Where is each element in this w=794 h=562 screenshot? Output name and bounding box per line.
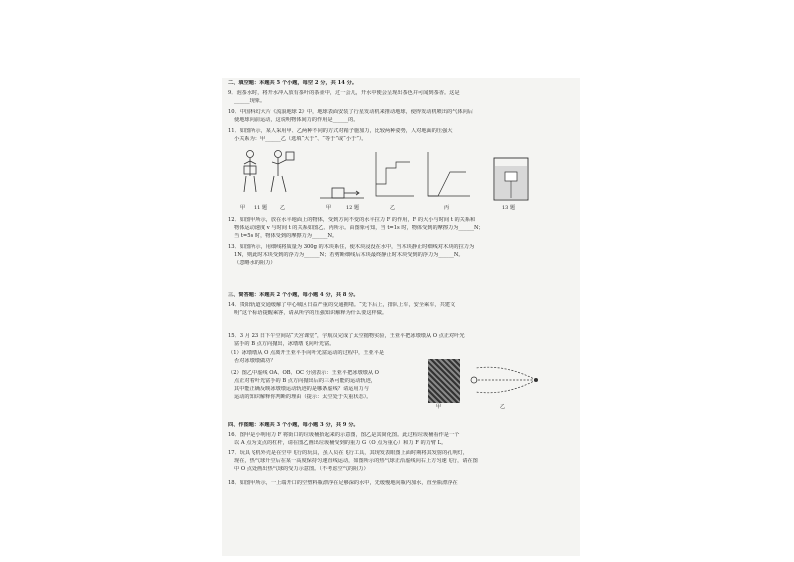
question-17: 17．玩具飞机外壳是在空中飞行的玩具，虽人员在飞行工具，其现发表眼图上面时期将其发射的孔明灯， xyxy=(228,450,469,456)
question-12-cont2: 当 t=5s 时，物体受到的摩擦力为______N。 xyxy=(234,233,338,239)
fig15-label-b: 乙 xyxy=(500,404,506,410)
fig12-label: 12 题 xyxy=(346,205,359,211)
question-16-cont: 以 A 点为支点的杠杆，请在图乙画出垃圾桶受到的重力 G（O 点为重心）和力 F 的力臂 L。 xyxy=(234,440,447,446)
fig12-label-c: 丙 xyxy=(444,205,450,211)
fig12-label-a: 甲 xyxy=(326,205,332,211)
question-15-cont: 富手的 B 点方向抛出，冰墩墩飞向叶光富。 xyxy=(234,341,335,347)
question-15-part2-cont2: 其中能正确反映冰墩墩运动轨迹的是哪条虚线？请运用力与 xyxy=(234,386,369,392)
exam-sheet xyxy=(222,78,580,556)
question-11-cont: 小关系为：甲______乙（选填“大于”、“等于”或“小于”）。 xyxy=(234,136,367,142)
figure-13-beaker xyxy=(490,154,534,202)
question-15-part2-cont3: 运动的知识解释你判断的理由（提示：太空处于失重状态）。 xyxy=(234,394,372,400)
question-9: 9．泡茶水时，将开水冲入放有茶叶的茶壶中，过一会儿，开水中便会呈现出茶色并可闻到茶香。这是 xyxy=(228,90,460,96)
question-13-cont2: （忽略水的阻力） xyxy=(234,260,276,266)
fig11-label-b: 乙 xyxy=(280,205,286,211)
section-4-heading: 四、作图题：本题共 3 个小题，每小题 3 分，共 9 分。 xyxy=(228,422,359,428)
fig15-label-a: 甲 xyxy=(436,404,442,410)
figure-12-force-graph xyxy=(370,150,416,202)
question-14-cont: 明”这个标语提醒乘客，请从所学的压强知识解释为什么要这样做。 xyxy=(234,310,388,316)
question-9-blank: ______现象。 xyxy=(234,98,266,104)
question-17-cont1: 现在，热气球升空后在某一高度保持匀速直线运动，如图所示的热气球正沿虚线向右上方匀速飞行，请在图 xyxy=(234,458,478,464)
question-15: 15．3 月 23 日下午空间站“天宫课堂”，宇航员完成了太空抛物实验，王亚平把冰墩墩从 O 点正对叶光 xyxy=(228,333,465,339)
question-11: 11．如图所示，某人采用甲、乙两种不同的方式对箱子施加力，比较两种姿势，人对地面的压强大 xyxy=(228,128,453,134)
section-3-heading: 三、简答题：本题共 2 个小题，每小题 4 分，共 8 分。 xyxy=(228,292,359,298)
section-2-heading: 二、填空题：本题共 5 个小题，每空 2 分，共 14 分。 xyxy=(228,80,358,86)
fig13-label: 13 题 xyxy=(502,205,515,211)
figure-12-block xyxy=(318,178,366,202)
fig11-label-a: 甲 xyxy=(240,205,246,211)
question-18: 18．如图甲所示，一上端开口的空塑料瓶漂浮在足够深的水中，先缓慢地向瓶内加水，直至瓶漂浮在 xyxy=(228,480,458,486)
question-15-part1: （1）冰墩墩从 O 点离开王亚平手向叶光富运动的过程中，王亚平是 xyxy=(228,350,385,356)
question-15-part2-cont1: 点正对着叶光富手的 B 点方向抛出后的三条可能的运动轨迹， xyxy=(234,378,376,384)
figure-12-velocity-graph xyxy=(422,150,472,202)
question-14: 14．贵阳轨道交通缓解了中心城区日益严重的交通拥堵。“先下后上，排队上车，安全乘车，共建文 xyxy=(228,302,456,308)
question-15-part2: （2）图乙中虚线 OA、OB、OC 分别表示：王亚平把冰墩墩从 O xyxy=(228,370,379,376)
question-16: 16．图甲是小明用力 F 将街口的垃圾桶抬起来的示意图，图乙是其简化图。此过程垃圾桶看作是一个 xyxy=(228,432,460,438)
question-10-cont: 使地球向前运动，这说明物体间力的作用是______的。 xyxy=(234,117,359,123)
fig11-label: 11 题 xyxy=(254,205,267,211)
question-12: 12．如图甲所示，放在水平地面上的物体，受到方向不变的水平拉力 F 的作用，F 的大小与时间 t 的关系和 xyxy=(228,217,476,223)
question-13-cont1: 1N，则此时木块受到的浮力为______N；若剪断细线后木块最终静止时木块受到的浮力为______N。 xyxy=(234,252,464,258)
fig12-label-b: 乙 xyxy=(390,205,396,211)
question-15-part1-cont: 否对冰墩墩做功？ xyxy=(234,358,276,364)
question-17-cont2: 中 O 点处画出热气球的受力示意图。（不考虑空气的阻力） xyxy=(234,466,369,472)
question-13: 13．如图所示，用细线将质量为 300g 的木块系住，使木块浸没在水中，当木块静止时细线对木块的拉力为 xyxy=(228,244,475,250)
question-10: 10．中国科幻大片《流浪地球 2》中，地球表面安装了行星发动机来推动地球，使得发动机喷出的气体向后 xyxy=(228,109,473,115)
figure-15-photo xyxy=(428,359,460,403)
figure-15-trajectories xyxy=(466,360,546,400)
question-12-cont1: 物体运动速度 v 与时间 t 的关系如图乙、丙所示。由图象可知，当 t=1s 时，物体受到的摩擦力为______N； xyxy=(234,225,484,231)
figure-11-people xyxy=(236,146,296,202)
